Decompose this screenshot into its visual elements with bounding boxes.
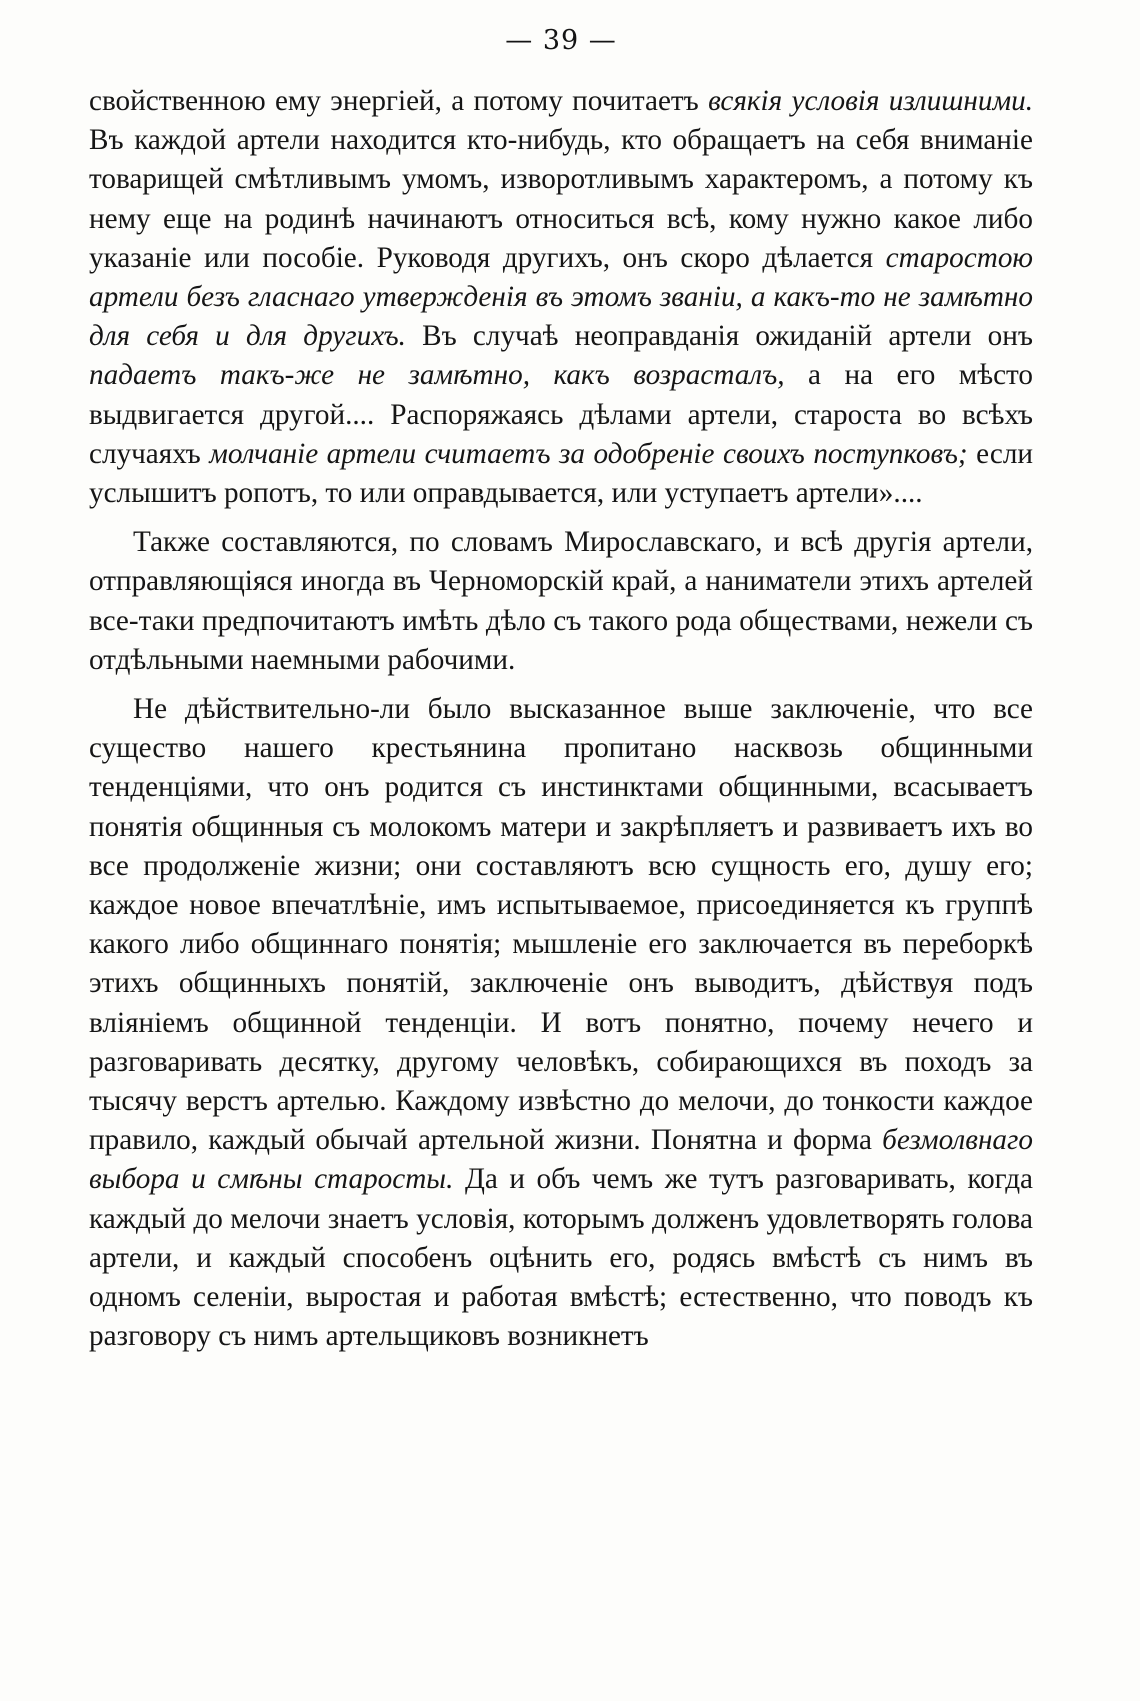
italic-segment: старостою артели безъ гласнаго утвержденія въ этомъ званіи, а какъ-то не замѣтно для себя и для другихъ. bbox=[89, 241, 1033, 353]
paragraph-2 bbox=[89, 523, 1033, 680]
text-segment: свойственною ему энергіей, а потому почитаетъ bbox=[89, 85, 709, 117]
italic-segment: падаетъ такъ-же не замѣтно, какъ возрасталъ, bbox=[89, 359, 785, 392]
italic-segment: всякія условія излишними. bbox=[708, 85, 1033, 117]
paragraph-1 bbox=[89, 82, 1033, 513]
text-segment: Да и объ чемъ же тутъ разговаривать, когда каждый до мелочи знаетъ условія, которымъ долженъ удовлетворять голова артели, и каждый способенъ оцѣнить его, родясь вмѣстѣ съ нимъ въ одномъ селеніи, выростая и работая вмѣстѣ; естественно, что поводъ къ разговору съ нимъ артельщиковъ возникнетъ bbox=[89, 1163, 1034, 1353]
body-text bbox=[89, 82, 1033, 1357]
text-segment: если услышитъ ропотъ, то или оправдывается, или уступаетъ артели».... bbox=[89, 437, 1034, 510]
text-segment: Въ случаѣ неоправданія ожиданій артели онъ bbox=[405, 320, 1033, 353]
page-number-header: — 39 — bbox=[505, 25, 617, 56]
text-segment: а на его мѣсто выдвигается другой.... Распоряжаясь дѣлами артели, староста во всѣхъ случаяхъ bbox=[89, 359, 1034, 470]
text-segment: Также составляются, по словамъ Мирославскаго, и всѣ другія артели, отправляющіяся иногда въ Черноморскій край, а наниматели этихъ артелей все-таки предпочитаютъ имѣть дѣло съ такого рода обществами, нежели съ отдѣльными наемными рабочими. bbox=[89, 526, 1033, 676]
italic-segment: молчаніе артели считаетъ за одобреніе своихъ поступковъ; bbox=[209, 437, 968, 470]
text-segment: Не дѣйствительно-ли было высказанное выше заключеніе, что все существо нашего крестьянина пропитано насквозь общинными тенденціями, что онъ родится съ инстинктами общинными, всасываетъ понятія общинныя съ молокомъ матери и закрѣпляетъ и развиваетъ ихъ во все продолженіе жизни; они составляютъ всю сущность его, душу его; каждое новое впечатлѣніе, имъ испытываемое, присоединяется къ группѣ какого либо общиннаго понятія; мышленіе его заключается въ переборкѣ этихъ общинныхъ понятій, заключеніе онъ выводитъ, дѣйствуя подъ вліяніемъ общинной тенденціи. И вотъ понятно, почему нечего и разговаривать десятку, другому человѣкъ, собирающихся въ походъ за тысячу верстъ артелью. Каждому извѣстно до мелочи, до тонкости каждое правило, каждый обычай артельной жизни. Понятна и форма bbox=[89, 693, 1033, 1157]
italic-segment: безмолвнаго выбора и смѣны старосты. bbox=[89, 1124, 1033, 1196]
paragraph-3 bbox=[89, 690, 1033, 1356]
text-segment: Въ каждой артели находится кто-нибудь, кто обращаетъ на себя вниманіе товарищей смѣтливымъ умомъ, изворотливымъ характеромъ, а потому къ нему еще на родинѣ начинаютъ относиться всѣ, кому нужно какое либо указаніе или пособіе. Руководя другихъ, онъ скоро дѣлается bbox=[89, 124, 1033, 274]
